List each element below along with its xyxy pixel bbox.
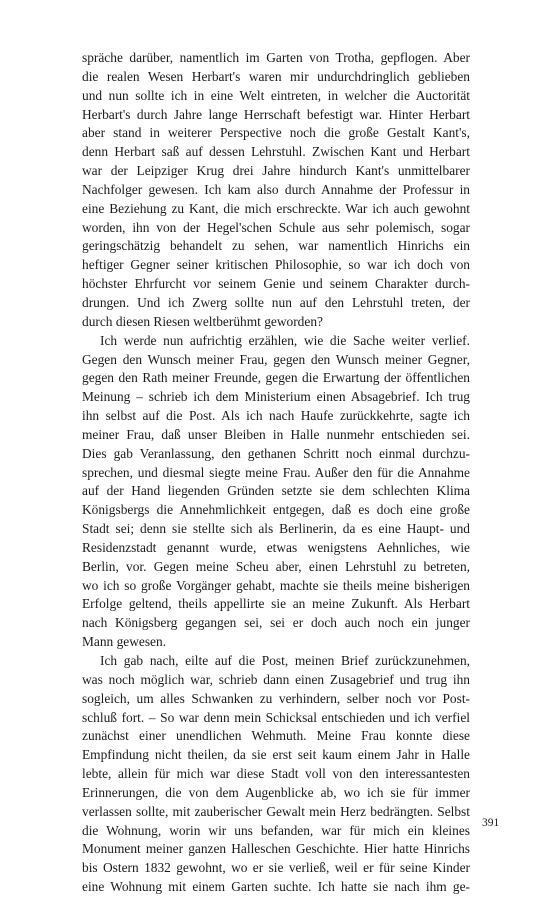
text-line: Dies gab Veranlassung, den gethanen Schritt noch einmal durchzu- [82, 445, 470, 461]
text-line: heftiger Gegner seiner kritischen Philosophie, so war ich doch von [82, 257, 470, 273]
text-line: zunächst einer unendlichen Wehmuth. Meine Frau konnte diese [82, 728, 470, 744]
text-line: war der Leipziger Krug drei Jahre hindurch Kant's unmittelbarer [82, 163, 470, 179]
text-line: verlassen sollte, mit zauberischer Gewalt mein Herz bedrängten. Selbst [82, 803, 470, 819]
text-line: wo ich so große Vorgänger gehabt, machte sie theils meine bisherigen [82, 577, 470, 593]
text-line: Berlin, vor. Gegen meine Scheu aber, einen Lehrstuhl zu betreten, [82, 558, 470, 574]
text-line: Empfindung nicht theilen, da sie erst seit kaum einem Jahr in Halle [82, 747, 470, 763]
text-line: eine Wohnung mit einem Garten suchte. Ich hatte sie nach ihm ge- [82, 879, 470, 895]
text-line: bis Ostern 1832 gewohnt, wo er sie verließ, weil er für seine Kinder [82, 860, 470, 876]
text-line: gegen den Rath meiner Freunde, gegen die Erwartung der öffentlichen [82, 370, 470, 386]
text-line: Ich werde nun aufrichtig erzählen, wie die Sache weiter verlief. [100, 332, 470, 348]
text-line: eine Beziehung zu Kant, die mich erschreckte. War ich auch gewohnt [82, 200, 470, 216]
text-line: spräche darüber, namentlich im Garten von Trotha, gepflogen. Aber [82, 50, 470, 65]
text-line: Ich gab nach, eilte auf die Post, meinen Brief zurückzunehmen, [100, 653, 470, 668]
page-body-text [82, 49, 470, 897]
text-line: Monument meiner ganzen Halleschen Geschichte. Hier hatte Hinrichs [82, 841, 470, 857]
text-line: aber stand in weiterer Perspective noch die große Gestalt Kant's, [82, 125, 470, 141]
text-line: Stadt sei; denn sie stellte sich als Berlinerin, da es eine Haupt- und [82, 521, 470, 537]
text-line: sogleich, um alles Schwanken zu verhindern, selber noch vor Post- [82, 690, 470, 706]
text-line: Mann gewesen. [82, 634, 167, 650]
text-line: und nun sollte ich in eine Welt eintreten, in welcher die Auctorität [82, 87, 470, 103]
text-line: geringschätzig behandelt zu sehen, war namentlich Hinrichs ein [82, 238, 470, 254]
text-line: die Wohnung, worin wir uns befanden, war für mich ein kleines [82, 822, 470, 838]
text-line: denn Herbart saß auf dessen Lehrstuhl. Zwischen Kant und Herbart [82, 144, 470, 160]
text-line: Gegen den Wunsch meiner Frau, gegen den Wunsch meiner Gegner, [82, 351, 470, 367]
text-line: lebte, allein für mich war diese Stadt voll von den interessantesten [82, 766, 470, 782]
text-line: Nachfolger gewesen. Ich kam also durch Annahme der Professur in [82, 181, 470, 197]
text-line: drungen. Und ich Zwerg sollte nun auf den Lehrstuhl treten, der [82, 294, 470, 310]
text-line: höchster Ehrfurcht vor seinem Genie und seinem Charakter durch- [82, 276, 470, 292]
page-number: 391 [482, 817, 500, 829]
text-line: was noch möglich war, schrieb dann einen Zusagebrief und trug ihn [82, 671, 470, 687]
text-line: sprechen, und diesmal siegte meine Frau. Außer den für die Annahme [82, 464, 470, 480]
text-line: worden, ihn von der Hegel'schen Schule aus sehr polemisch, sogar [82, 219, 470, 235]
text-line: die realen Wesen Herbart's waren mir undurchdringlich geblieben [82, 68, 470, 84]
text-line: schluß fort. – So war denn mein Schicksal entschieden und ich verfiel [82, 709, 470, 725]
text-line: Erfolge geltend, theils appellirte sie an meine Zukunft. Als Herbart [82, 596, 470, 612]
text-line: Königsbergs die Annehmlichkeit entgegen, daß es doch eine große [82, 502, 470, 518]
text-line: auf der Hand liegenden Gründen setzte sie dem schlechten Klima [82, 483, 470, 499]
text-line: nach Königsberg gegangen sei, sei er doch auch noch ein junger [82, 615, 470, 631]
text-line: ihn selbst auf die Post. Als ich nach Haufe zurückkehrte, sagte ich [82, 408, 470, 424]
text-line: meiner Frau, daß unser Bleiben in Halle nunmehr entschieden sei. [82, 426, 470, 442]
text-line: Meinung – schrieb ich dem Ministerium einen Absagebrief. Ich trug [82, 389, 470, 405]
text-line: Residenzstadt genannt wurde, etwas wenigstens Aehnliches, wie [82, 539, 470, 555]
text-line: durch diesen Riesen weltberühmt geworden? [82, 313, 323, 329]
text-line: Herbart's durch Jahre lange Herrschaft befestigt war. Hinter Herbart [82, 106, 470, 122]
text-line: Erinnerungen, die von dem Augenblicke ab, wo ich sie für immer [82, 784, 470, 800]
